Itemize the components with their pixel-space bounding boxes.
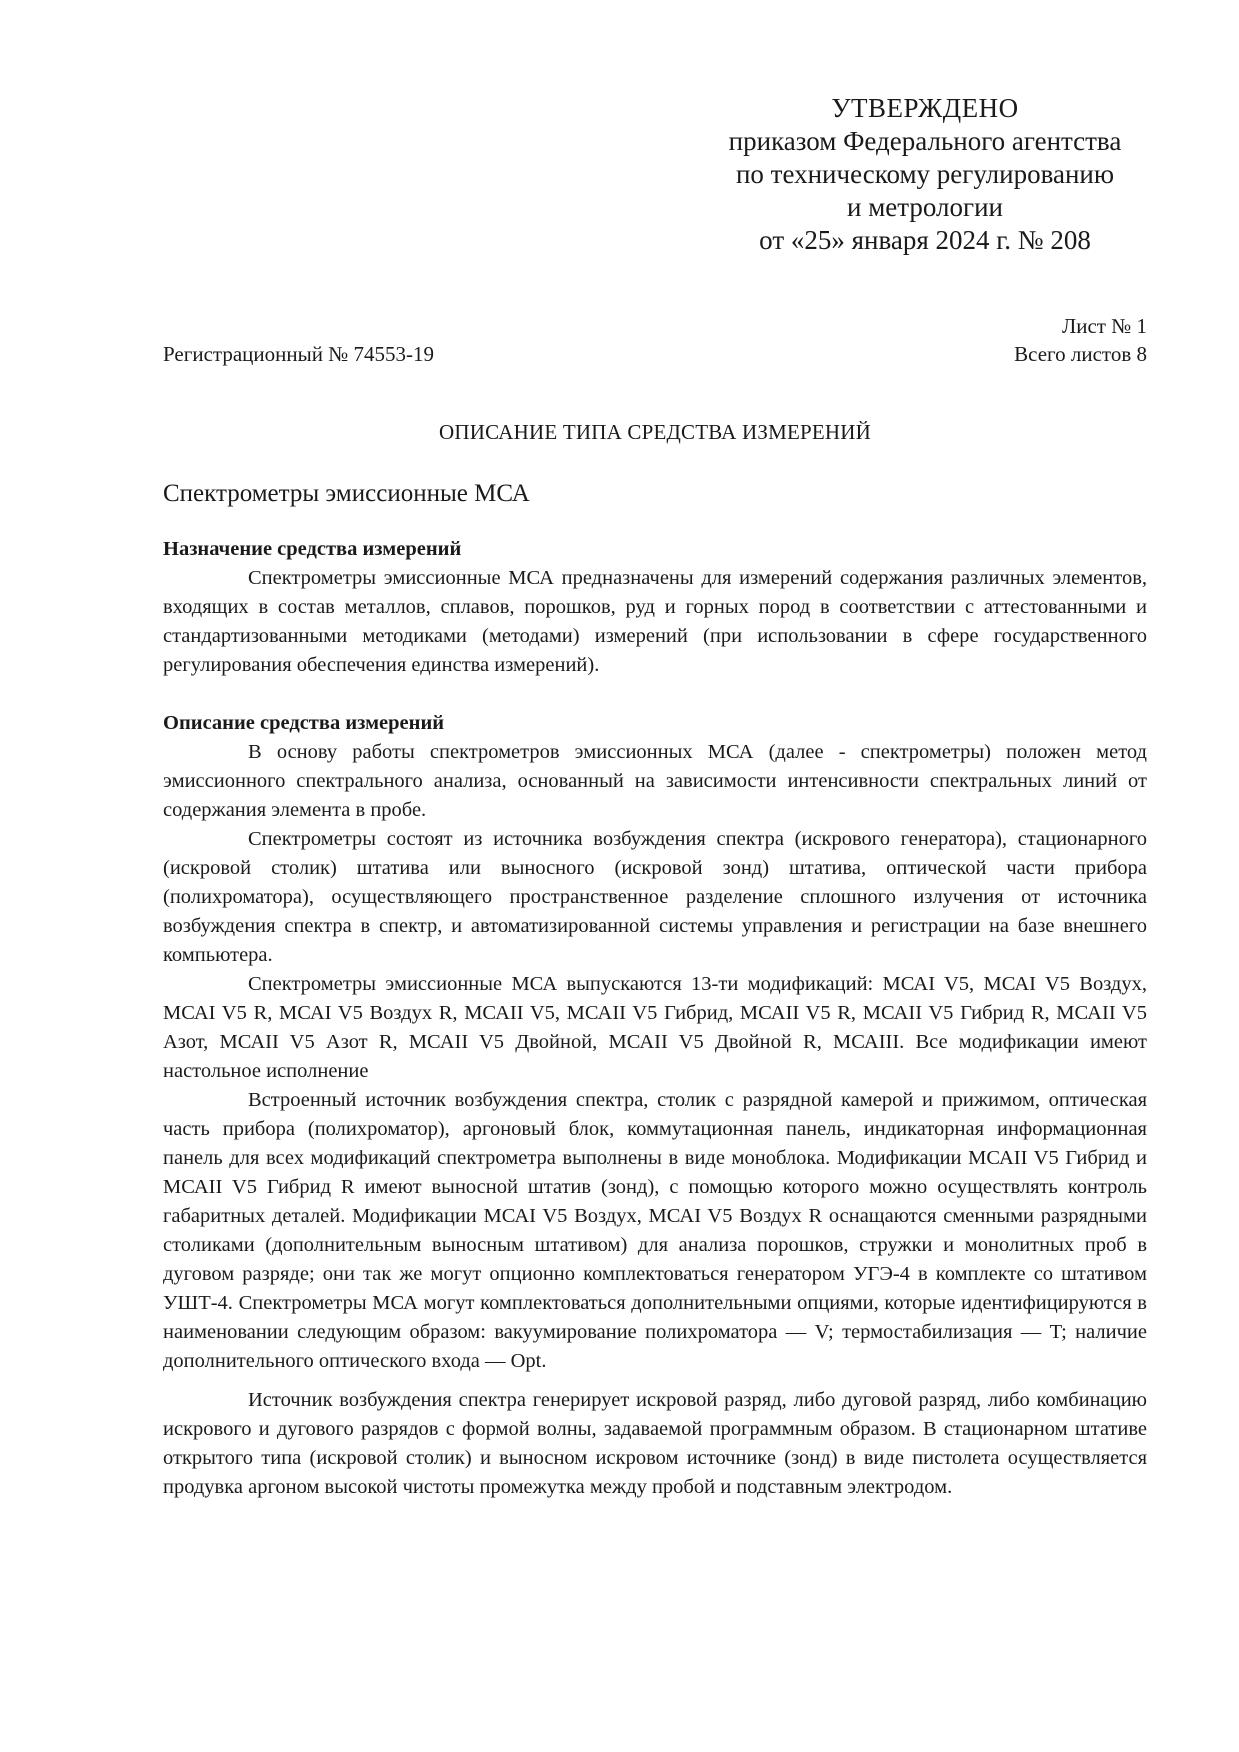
paragraph: Встроенный источник возбуждения спектра, столик с разрядной камерой и прижимом, оптическая часть прибора (полихроматор), аргоновый блок, коммутационная панель, индикаторная информационная панель для всех модификаций спектрометра выполнены в виде моноблока. Модификации МСАII V5 Гибрид и МСАII V5 Гибрид R имеют выносной штатив (зонд), с помощью которого можно осуществлять контроль габаритных деталей. Модификации МСАI V5 Воздух, МСАI V5 Воздух R оснащаются сменными разрядными столиками (дополнительным выносным штативом) для анализа порошков, стружки и монолитных проб в дуговом разряде; они так же могут опционно комплектоваться генератором УГЭ-4 в комплекте со штативом УШТ-4. Спектрометры МСА могут комплектоваться дополнительными опциями, которые идентифицируются в наименовании следующим образом: вакуумирование полихроматора — V; термостабилизация — T; наличие дополнительного оптического входа — Opt.: [163, 1089, 1147, 1372]
device-name: Спектрометры эмиссионные МСА: [163, 480, 530, 507]
paragraph: Спектрометры эмиссионные МСА предназначены для измерений содержания различных элементов, входящих в состав металлов, сплавов, порошков, руд и горных пород в соответствии с аттестованными и стандартизованными методиками (методами) измерений (при использовании в сфере государственного регулирования обеспечения единства измерений).: [163, 567, 1147, 676]
section-purpose: [163, 535, 1147, 680]
section-description: [163, 709, 1147, 1502]
approval-order-date: от «25» января 2024 г. № 208: [759, 225, 1091, 255]
approval-title: УТВЕРЖДЕНО: [831, 93, 1019, 123]
section-heading: Назначение средства измерений: [163, 538, 462, 560]
paragraph: В основу работы спектрометров эмиссионных МСА (далее - спектрометры) положен метод эмиссионного спектрального анализа, основанный на зависимости интенсивности спектральных линий от содержания элемента в пробе.: [163, 741, 1147, 821]
registration-number: Регистрационный № 74553-19: [163, 342, 434, 366]
section-heading: Описание средства измерений: [163, 712, 445, 734]
total-sheets: Всего листов 8: [1014, 342, 1147, 366]
paragraph: Спектрометры эмиссионные МСА выпускаются 13-ти модификаций: МСАI V5, МСАI V5 Воздух, МСАI V5 R, МСАI V5 Воздух R, МСАII V5, МСАII V5 Гибрид, МСАII V5 R, МСАII V5 Гибрид R, МСАII V5 Азот, МСАII V5 Азот R, МСАII V5 Двойной, МСАII V5 Двойной R, МСАIII. Все модификации имеют настольное исполнение: [163, 973, 1147, 1082]
paragraph: Источник возбуждения спектра генерирует искровой разряд, либо дуговой разряд, либо комбинацию искрового и дугового разрядов с формой волны, задаваемой программным образом. В стационарном штативе открытого типа (искровой столик) и выносном искровом источнике (зонд) в виде пистолета осуществляется продувка аргоном высокой чистоты промежутка между пробой и подставным электродом.: [163, 1389, 1147, 1498]
approval-line-3: и метрологии: [847, 192, 1003, 222]
approval-line-2: по техническому регулированию: [735, 159, 1115, 189]
document-body: [163, 535, 1147, 1502]
paragraph: Спектрометры состоят из источника возбуждения спектра (искрового генератора), стационарного (искровой столик) штатива или выносного (искровой зонд) штатива, оптической части прибора (полихроматора), осуществляющего пространственное разделение сплошного излучения от источника возбуждения спектра в спектр, и автоматизированной системы управления и регистрации на базе внешнего компьютера.: [163, 828, 1147, 966]
approval-stamp: [700, 92, 1150, 257]
sheet-number: Лист № 1: [1061, 314, 1147, 338]
sheet-info: [1014, 312, 1147, 368]
approval-line-1: приказом Федерального агентства: [728, 126, 1122, 156]
document-title: ОПИСАНИЕ ТИПА СРЕДСТВА ИЗМЕРЕНИЙ: [439, 420, 871, 444]
